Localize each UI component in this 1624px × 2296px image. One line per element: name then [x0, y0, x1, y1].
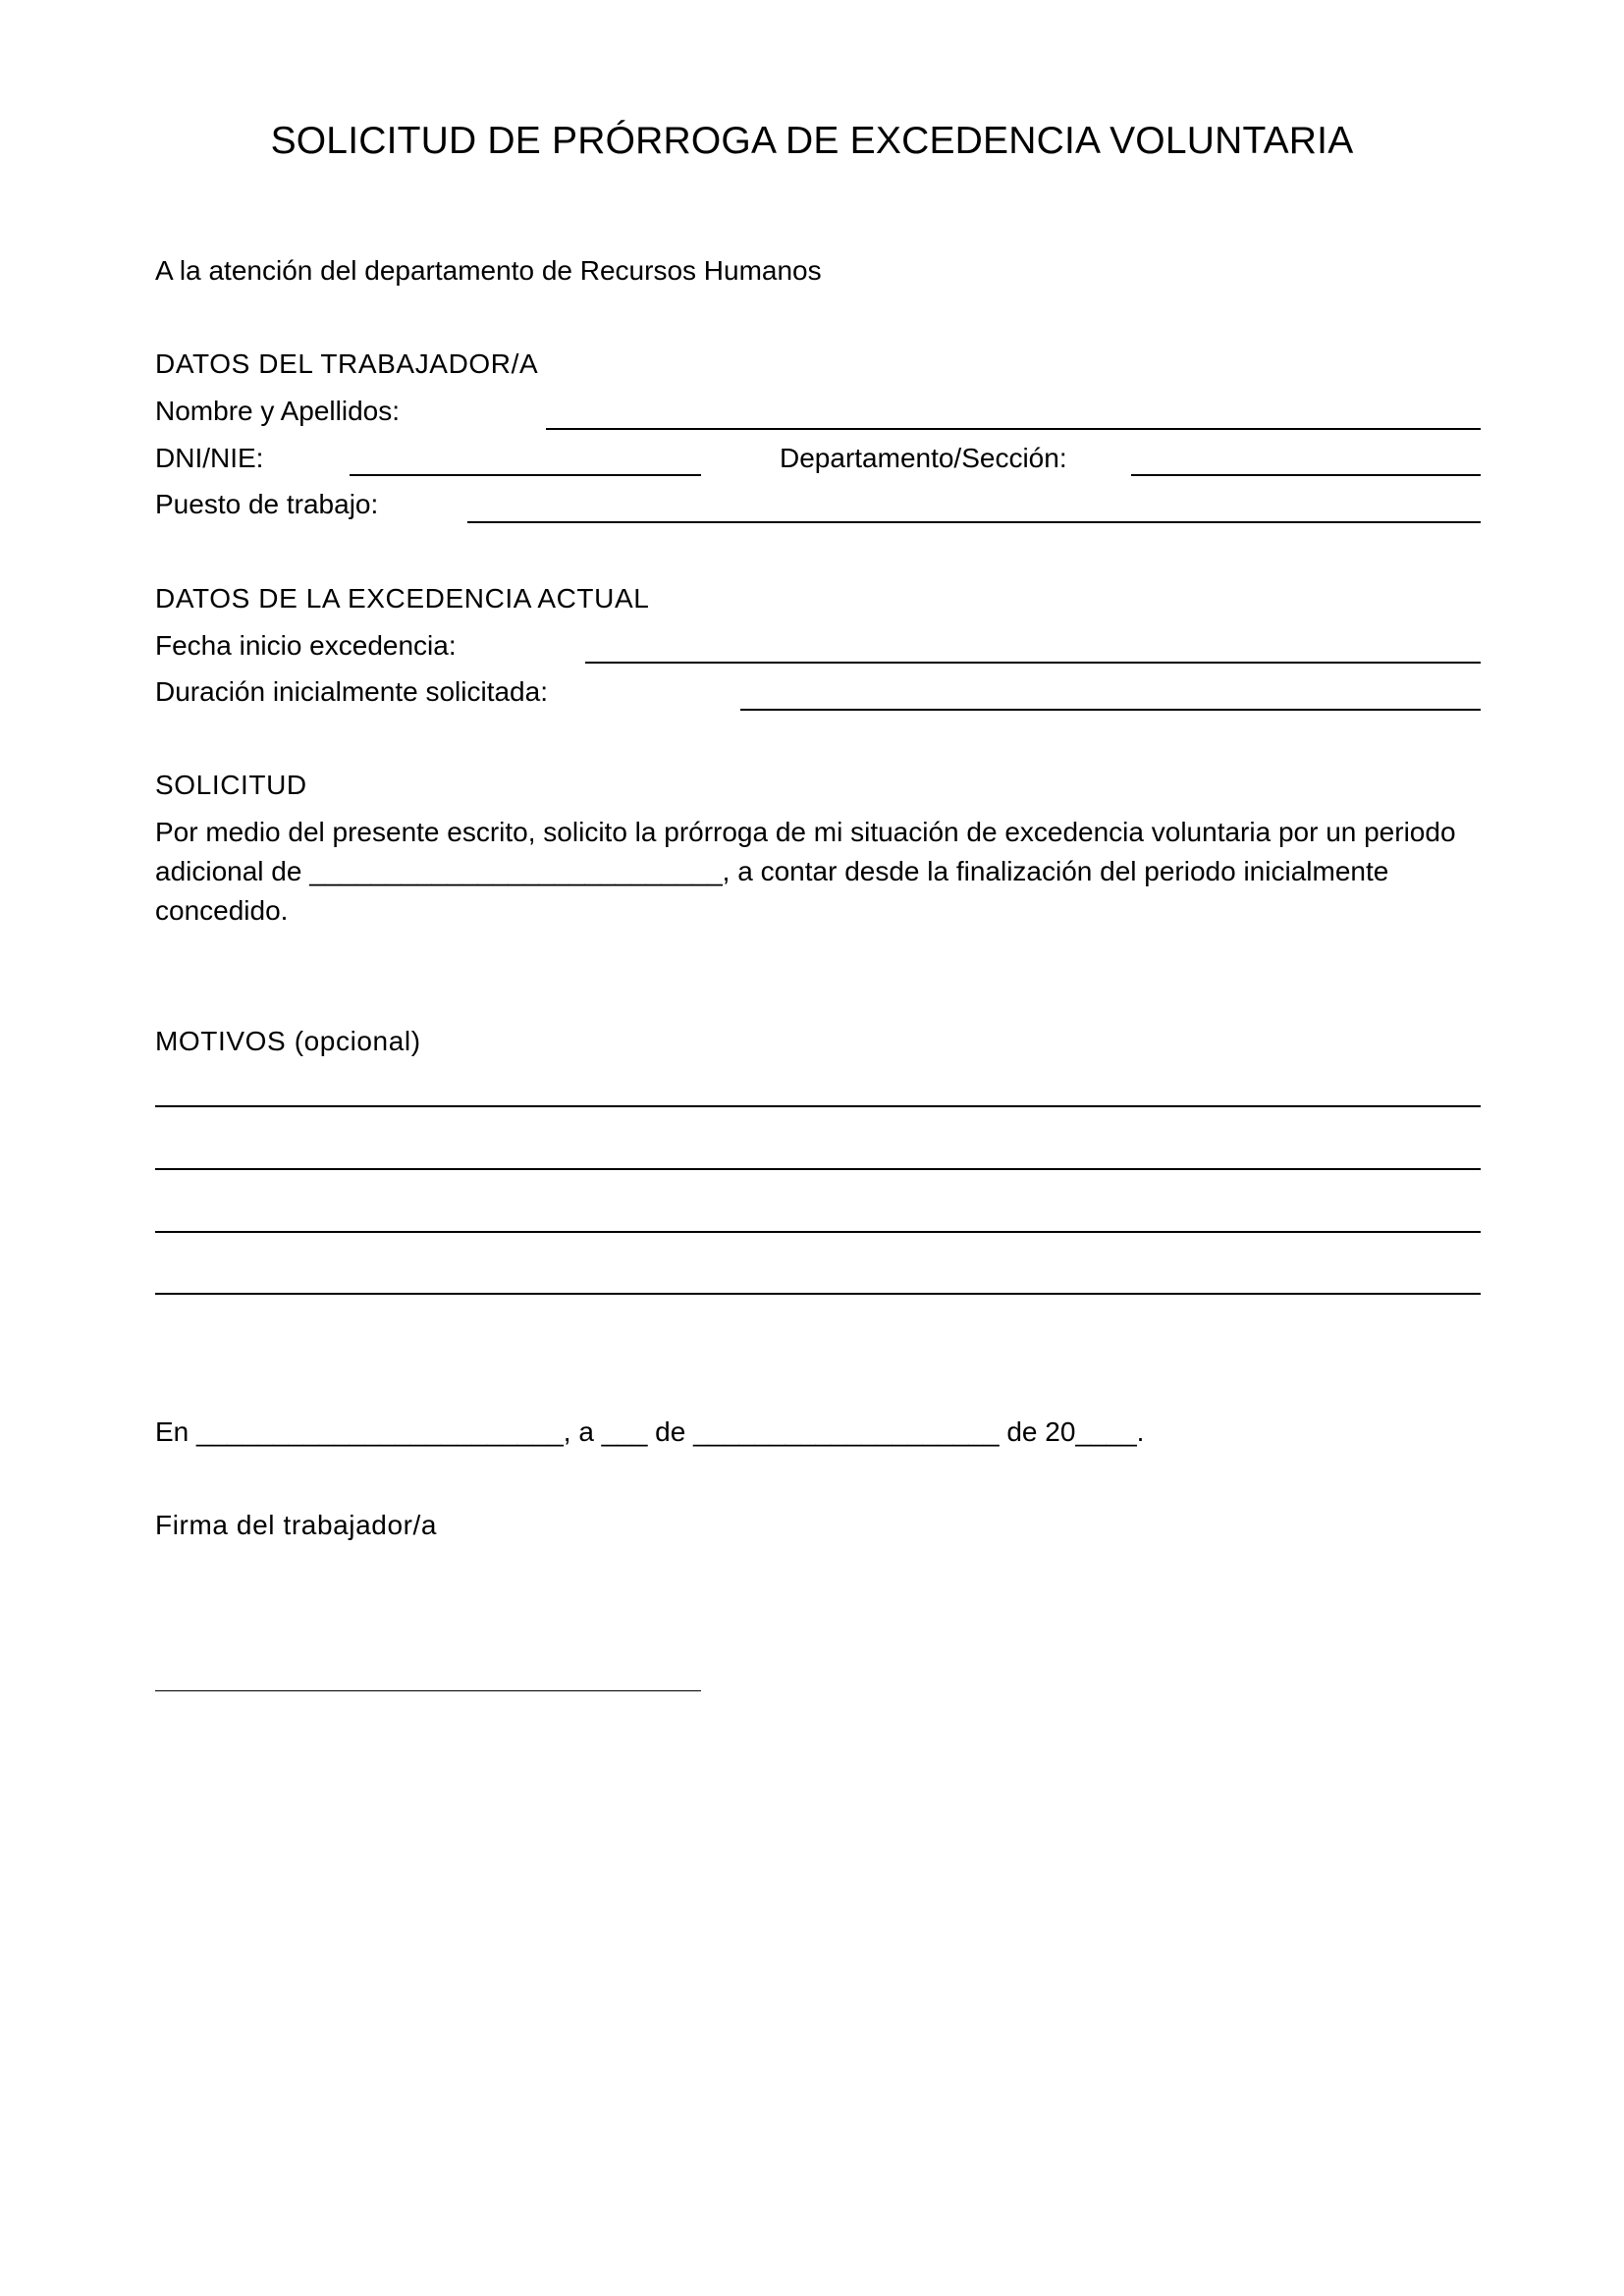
dni-label: DNI/NIE:: [155, 443, 264, 473]
leave-section-heading: DATOS DE LA EXCEDENCIA ACTUAL: [155, 583, 650, 614]
signature-label: Firma del trabajador/a: [155, 1510, 438, 1540]
reasons-section-heading: MOTIVOS (opcional): [155, 1026, 421, 1056]
name-field-line[interactable]: [546, 428, 1481, 430]
attention-line: A la atención del departamento de Recursos Humanos: [155, 255, 822, 286]
request-section-heading: SOLICITUD: [155, 770, 307, 800]
name-label: Nombre y Apellidos:: [155, 396, 401, 426]
reasons-line-3[interactable]: [155, 1231, 1481, 1233]
signature-line[interactable]: [155, 1690, 701, 1691]
document-title: SOLICITUD DE PRÓRROGA DE EXCEDENCIA VOLUNTARIA: [270, 120, 1354, 162]
department-label: Departamento/Sección:: [780, 443, 1067, 473]
position-field-line[interactable]: [467, 521, 1481, 523]
leave-duration-label: Duración inicialmente solicitada:: [155, 676, 548, 707]
leave-start-label: Fecha inicio excedencia:: [155, 630, 457, 661]
reasons-line-2[interactable]: [155, 1168, 1481, 1170]
reasons-line-1[interactable]: [155, 1105, 1481, 1107]
worker-section-heading: DATOS DEL TRABAJADOR/A: [155, 348, 539, 379]
place-date-line: En ________________________, a ___ de ____________________ de 20____.: [155, 1416, 1145, 1447]
dni-field-line[interactable]: [350, 474, 701, 476]
leave-start-field-line[interactable]: [585, 662, 1481, 664]
reasons-line-4[interactable]: [155, 1293, 1481, 1295]
department-field-line[interactable]: [1131, 474, 1481, 476]
leave-duration-field-line[interactable]: [740, 709, 1481, 711]
position-label: Puesto de trabajo:: [155, 489, 379, 519]
request-paragraph: Por medio del presente escrito, solicito la prórroga de mi situación de excedencia voluntaria por un periodo adicional de ___________________________, a contar desde la finalización del periodo inicialmente concedido.: [155, 817, 1456, 926]
